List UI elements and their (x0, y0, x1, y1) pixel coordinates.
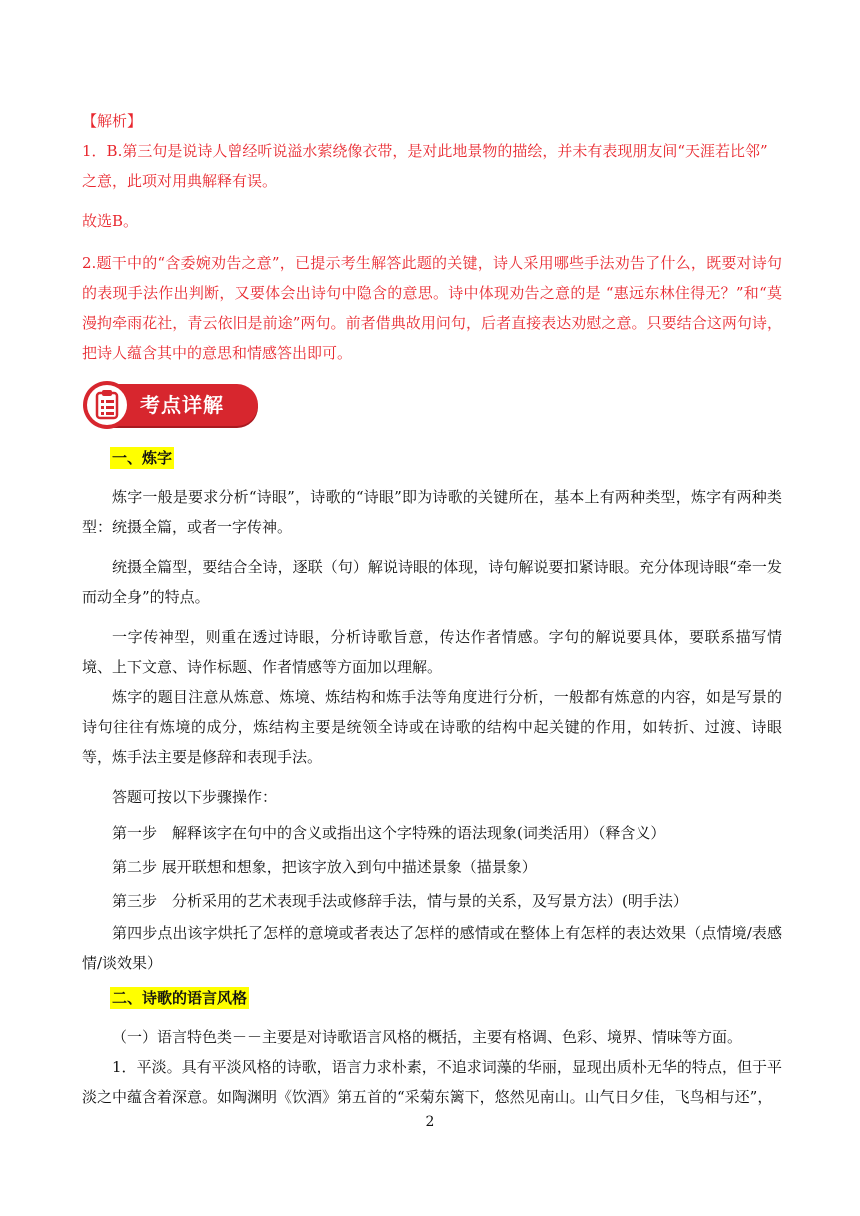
section-banner (82, 380, 258, 430)
section1-step-4: 第四步点出该字烘托了怎样的意境或者表达了怎样的感情或在整体上有怎样的表达效果（点情境/表感情/谈效果） (82, 924, 782, 972)
analysis-item1-line2: 之意，此项对用典解释有误。 (82, 172, 278, 190)
section1-para-2: 统摄全篇型，要结合全诗，逐联（句）解说诗眼的体现，诗句解说要扣紧诗眼。充分体现诗眼“牵一发而动全身”的特点。 (82, 558, 782, 606)
section1-heading: 一、炼字 (112, 449, 173, 467)
section2-heading: 二、诗歌的语言风格 (112, 989, 248, 1007)
analysis-item1-line1: 1．B.第三句是说诗人曾经听说溢水萦绕像衣带，是对此地景物的描绘，并未有表现朋友间“天涯若比邻” (82, 142, 768, 160)
section1-para-3: 一字传神型，则重在透过诗眼，分析诗歌旨意，传达作者情感。字句的解说要具体，要联系描写情境、上下文意、诗作标题、作者情感等方面加以理解。 (82, 628, 782, 676)
analysis-item2: 2.题干中的“含委婉劝告之意”，已提示考生解答此题的关键，诗人采用哪些手法劝告了什么，既要对诗句的表现手法作出判断，又要体会出诗句中隐含的意思。诗中体现劝告之意的是 “惠远东林住得无？”和“莫漫拘牵雨花社，青云依旧是前途”两句。前者借典故用问句，后者直接表达劝慰之意。只要结合这两句诗，把诗人蕴含其中的意思和情感答出即可。 (82, 254, 782, 362)
clipboard-list-icon (82, 380, 132, 430)
section1-step-2: 第二步 展开联想和想象，把该字放入到句中描述景象（描景象） (112, 858, 537, 876)
page-number: 2 (425, 1114, 435, 1130)
section1-para-5: 答题可按以下步骤操作： (112, 788, 278, 806)
analysis-heading: 【解析】 (82, 112, 143, 130)
section1-step-3: 第三步 分析采用的艺术表现手法或修辞手法，情与景的关系，及写景方法）(明手法） (112, 892, 688, 910)
banner-title: 考点详解 (140, 393, 224, 417)
section2-para-1: （一）语言特色类－－主要是对诗歌语言风格的概括，主要有格调、色彩、境界、情味等方面。 (112, 1028, 743, 1046)
section1-para-1: 炼字一般是要求分析“诗眼”，诗歌的“诗眼”即为诗歌的关键所在，基本上有两种类型，炼字有两种类型：统摄全篇，或者一字传神。 (82, 488, 782, 536)
analysis-item1-conclusion: 故选B。 (82, 212, 139, 230)
section2-para-2: 1．平淡。具有平淡风格的诗歌，语言力求朴素，不追求词藻的华丽，显现出质朴无华的特点，但于平淡之中蕴含着深意。如陶渊明《饮酒》第五首的“采菊东篱下，悠然见南山。山气日夕佳，飞鸟相与还”， (82, 1058, 782, 1106)
section1-para-4: 炼字的题目注意从炼意、炼境、炼结构和炼手法等角度进行分析，一般都有炼意的内容，如是写景的诗句往往有炼境的成分，炼结构主要是统领全诗或在诗歌的结构中起关键的作用，如转折、过渡、诗眼等，炼手法主要是修辞和表现手法。 (82, 688, 782, 766)
section1-step-1: 第一步 解释该字在句中的含义或指出这个字特殊的语法现象(词类活用）（释含义） (112, 824, 666, 842)
